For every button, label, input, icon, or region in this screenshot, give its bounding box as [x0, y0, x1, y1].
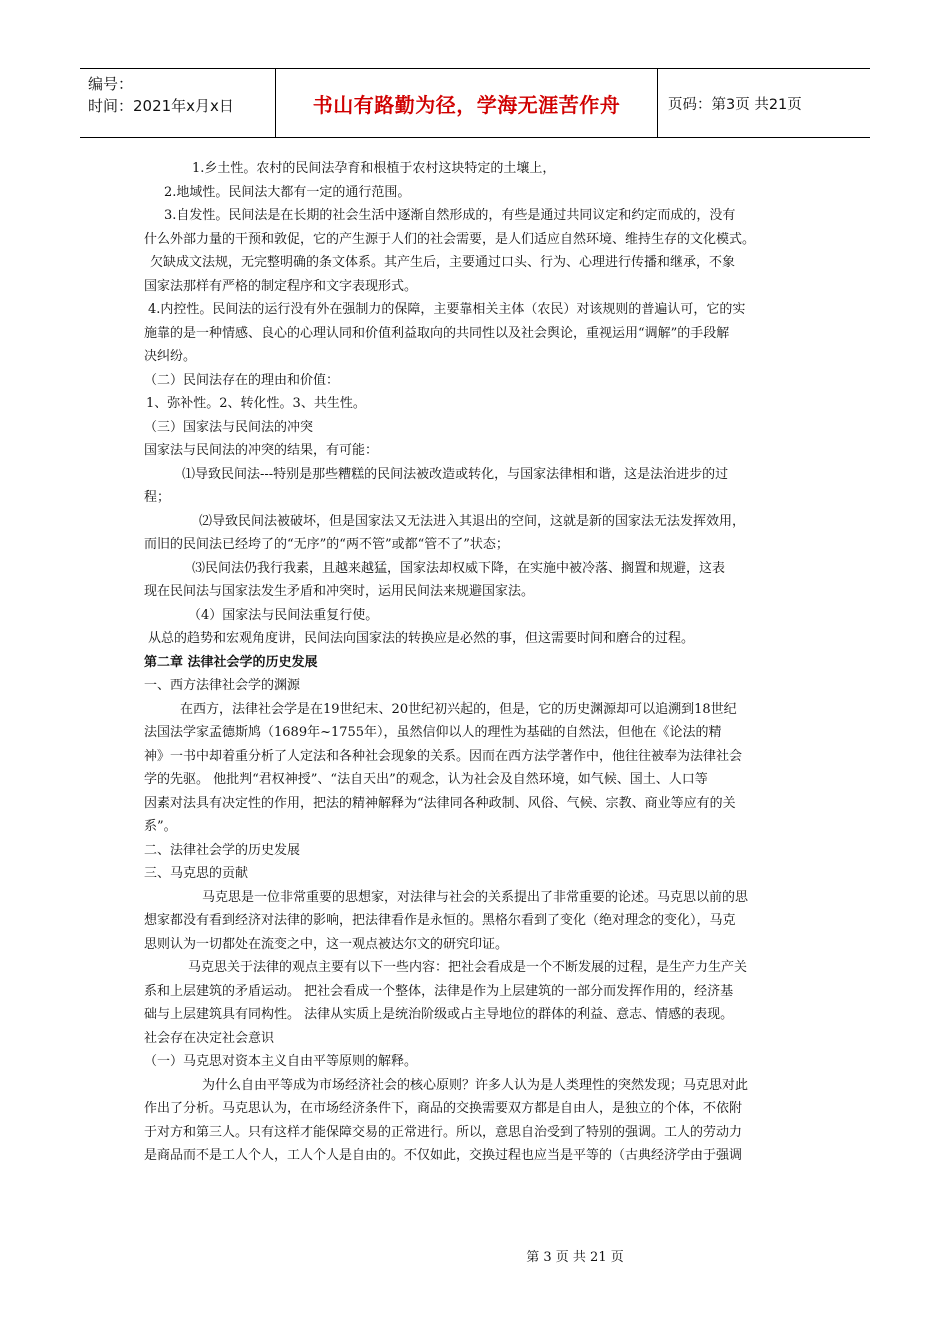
text-line: 马克思关于法律的观点主要有以下一些内容：把社会看成是一个不断发展的过程，是生产力生产关 [188, 960, 748, 975]
motto-text: 书山有路勤为径，学海无涯苦作舟 [312, 92, 621, 117]
text-line: 思则认为一切都处在流变之中，这一观点被达尔文的研究印证。 [144, 936, 509, 952]
text-line: 在西方，法律社会学是在19世纪末、20世纪初兴起的，但是，它的历史渊源却可以追溯到18世纪 [180, 701, 737, 717]
text-line: 2.地域性。民间法大都有一定的通行范围。 [164, 184, 411, 200]
text-line: ⑴导致民间法---特别是那些糟糕的民间法被改造或转化，与国家法律相和谐，这是法治进步的过 [182, 466, 729, 482]
header-motto-cell [276, 69, 658, 137]
text-line: 为什么自由平等成为市场经济社会的核心原则？许多人认为是人类理性的突然发现；马克思对此 [202, 1077, 749, 1093]
text-line: 学的先驱。 他批判“君权神授”、“法自天出”的观念，认为社会及自然环境，如气候、国土、人口等 [144, 772, 708, 787]
text-line: 法国法学家孟德斯鸠（1689年~1755年），虽然信仰以人的理性为基础的自然法，但他在《论法的精 [144, 725, 722, 740]
page-footer [0, 1246, 950, 1265]
text-line: 1、弥补性。2、转化性。3、共生性。 [146, 396, 366, 411]
text-line: 因素对法具有决定性的作用，把法的精神解释为“法律同各种政制、风俗、气候、宗教、商业等应有的关 [144, 795, 736, 811]
text-line: 是商品而不是工人个人，工人个人是自由的。不仅如此，交换过程也应当是平等的（古典经济学由于强调 [144, 1148, 743, 1163]
text-line: 马克思是一位非常重要的思想家，对法律与社会的关系提出了非常重要的论述。马克思以前的思 [202, 889, 749, 905]
chapter-heading: 第二章 法律社会学的历史发展 [144, 654, 318, 670]
text-line: （三）国家法与民间法的冲突 [144, 419, 314, 435]
text-line: 程； [144, 490, 171, 505]
text-line: 什么外部力量的干预和敦促，它的产生源于人们的社会需要，是人们适应自然环境、维持生存的文化模式。 [144, 231, 756, 247]
footer-page-number: 第 3 页 共 21 页 [526, 1250, 624, 1265]
document-date: 时间：2021年x月x日 [88, 97, 234, 115]
text-line: 1.乡土性。农村的民间法孕育和根植于农村这块特定的土壤上， [192, 161, 556, 176]
text-line: （二）民间法存在的理由和价值： [144, 372, 340, 388]
text-line: 于对方和第三人。只有这样才能保障交易的正常进行。所以，意思自治受到了特别的强调。工人的劳动力 [144, 1124, 743, 1140]
header-meta [80, 69, 276, 137]
text-line: 系和上层建筑的矛盾运动。 把社会看成一个整体，法律是作为上层建筑的一部分而发挥作用的，经济基 [144, 983, 734, 999]
text-line: 系”。 [144, 819, 177, 834]
text-line: 三、马克思的贡献 [144, 866, 249, 881]
header-page-info-cell [658, 69, 870, 137]
page-info: 页码：第3页 共21页 [668, 96, 802, 113]
text-line: 作出了分析。马克思认为，在市场经济条件下，商品的交换需要双方都是自由人，是独立的个体，不依附 [144, 1101, 743, 1116]
document-body [144, 157, 812, 1168]
text-line: ⑶民间法仍我行我素，且越来越猛，国家法却权威下降，在实施中被冷落、搁置和规避，这表 [192, 560, 726, 576]
text-line: 二、法律社会学的历史发展 [144, 842, 301, 858]
text-line: 社会存在决定社会意识 [144, 1030, 275, 1046]
text-line: 而旧的民间法已经垮了的“无序”的“两不管”或都“管不了”状态； [144, 537, 509, 552]
text-line: 础与上层建筑具有同构性。 法律从实质上是统治阶级或占主导地位的群体的利益、意志、情感的表现。 [144, 1007, 734, 1022]
document-number-label: 编号： [88, 75, 134, 93]
page-header [80, 68, 870, 138]
text-line: 3.自发性。民间法是在长期的社会生活中逐渐自然形成的，有些是通过共同议定和约定而成的，没有 [164, 208, 736, 223]
text-line: 想家都没有看到经济对法律的影响，把法律看作是永恒的。黑格尔看到了变化（绝对理念的变化），马克 [144, 913, 736, 928]
text-line: （一）马克思对资本主义自由平等原则的解释。 [144, 1054, 418, 1069]
text-line: 施靠的是一种情感、良心的心理认同和价值利益取向的共同性以及社会舆论，重视运用“调解”的手段解 [144, 325, 730, 341]
text-line: 现在民间法与国家法发生矛盾和冲突时，运用民间法来规避国家法。 [144, 584, 535, 599]
text-line: 4.内控性。民间法的运行没有外在强制力的保障，主要靠相关主体（农民）对该规则的普遍认可，它的实 [148, 302, 746, 317]
text-line: ⑵导致民间法被破坏，但是国家法又无法进入其退出的空间，这就是新的国家法无法发挥效用， [199, 513, 746, 529]
text-line: 神》一书中却着重分析了人定法和各种社会现象的关系。因而在西方法学著作中，他往往被奉为法律社会 [144, 748, 743, 764]
text-line: 国家法那样有严格的制定程序和文字表现形式。 [144, 278, 418, 294]
text-line: 从总的趋势和宏观角度讲，民间法向国家法的转换应是必然的事，但这需要时间和磨合的过程。 [148, 631, 695, 646]
text-line: 一、西方法律社会学的渊源 [144, 678, 301, 693]
text-line: 决纠纷。 [144, 349, 197, 364]
text-line: 国家法与民间法的冲突的结果，有可能： [144, 443, 379, 458]
text-line: 欠缺成文法规，无完整明确的条文体系。其产生后，主要通过口头、行为、心理进行传播和继承，不象 [150, 255, 736, 270]
text-line: （4）国家法与民间法重复行使。 [188, 607, 379, 623]
